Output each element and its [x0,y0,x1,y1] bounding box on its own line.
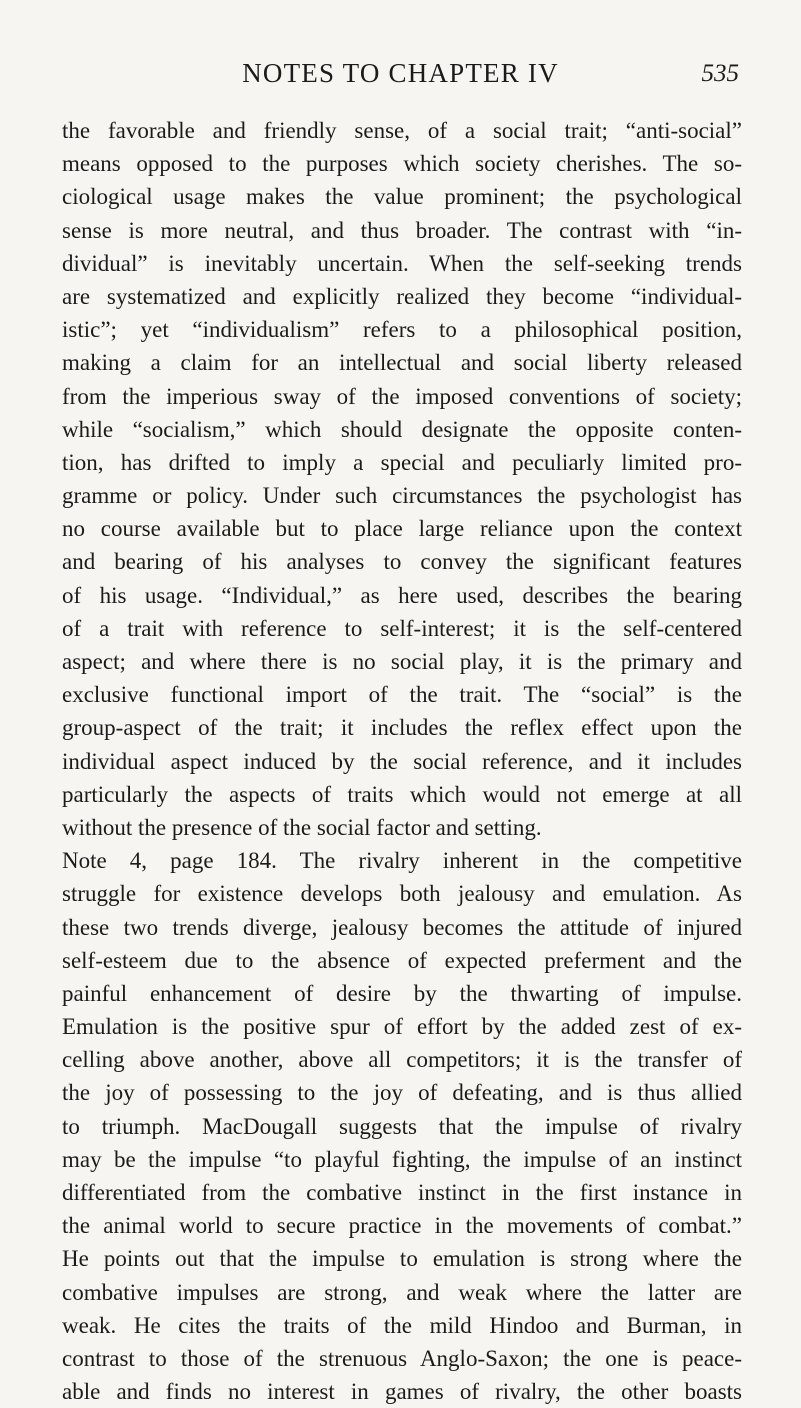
page-number: 535 [701,60,739,87]
text-line: contrast to those of the strenuous Anglo-Saxon; the one is peace- [62,1345,742,1371]
text-line: self-esteem due to the absence of expected preferment and the [62,947,742,973]
text-line: painful enhancement of desire by the thwarting of impulse. [62,980,742,1006]
text-line: istic”; yet “individualism” refers to a philosophical position, [62,317,742,343]
text-line: combative impulses are strong, and weak where the latter are [62,1279,742,1305]
text-line: without the presence of the social factor and setting. [62,814,542,840]
text-line: Emulation is the positive spur of effort by the added zest of ex- [62,1014,742,1040]
text-line: of a trait with reference to self-interest; it is the self-centered [62,615,742,641]
page-header [0,58,801,98]
text-line: individual aspect induced by the social reference, and it includes [62,748,742,774]
text-line: sense is more neutral, and thus broader. The contrast with “in- [62,217,742,243]
text-line: no course available but to place large reliance upon the context [62,516,742,542]
text-line: celling above another, above all competitors; it is the transfer of [62,1047,742,1073]
text-line: tion, has drifted to imply a special and peculiarly limited pro- [62,449,742,475]
text-line: group-aspect of the trait; it includes the reflex effect upon the [62,715,742,741]
text-line: particularly the aspects of traits which would not emerge at all [62,781,742,807]
text-line: differentiated from the combative instinct in the first instance in [62,1180,742,1205]
text-line: struggle for existence develops both jealousy and emulation. As [62,881,742,907]
text-line: the favorable and friendly sense, of a social trait; “anti-social” [62,118,742,143]
text-line: making a claim for an intellectual and social liberty released [62,350,742,376]
text-line: means opposed to the purposes which society cherishes. The so- [62,151,742,177]
text-line: are systematized and explicitly realized they become “individual- [62,283,742,309]
text-line: may be the impulse “to playful fighting, the impulse of an instinct [62,1146,742,1172]
body-text [62,114,742,1408]
text-line: He points out that the impulse to emulation is strong where the [62,1246,742,1272]
text-line: gramme or policy. Under such circumstances the psychologist has [62,483,742,509]
text-line: and bearing of his analyses to convey the significant features [62,549,742,575]
text-line: Note 4, page 184. The rivalry inherent in the competitive [62,848,742,874]
text-line: these two trends diverge, jealousy becomes the attitude of injured [62,914,742,940]
text-line: exclusive functional import of the trait. The “social” is the [62,682,742,708]
text-line: while “socialism,” which should designate the opposite conten- [62,416,742,442]
text-line: able and finds no interest in games of rivalry, the other boasts [62,1379,742,1405]
text-line: the joy of possessing to the joy of defeating, and is thus allied [62,1080,742,1106]
text-line: ciological usage makes the value prominent; the psychological [62,184,742,210]
text-line: dividual” is inevitably uncertain. When the self-seeking trends [62,250,742,276]
text-line: of his usage. “Individual,” as here used, describes the bearing [62,582,742,608]
text-line: weak. He cites the traits of the mild Hindoo and Burman, in [62,1312,742,1338]
text-line: the animal world to secure practice in the movements of combat.” [62,1213,742,1239]
text-line: from the imperious sway of the imposed conventions of society; [62,383,742,409]
text-line: aspect; and where there is no social play, it is the primary and [62,649,742,674]
text-line: to triumph. MacDougall suggests that the impulse of rivalry [62,1113,742,1139]
running-head: NOTES TO CHAPTER IV [242,58,559,88]
